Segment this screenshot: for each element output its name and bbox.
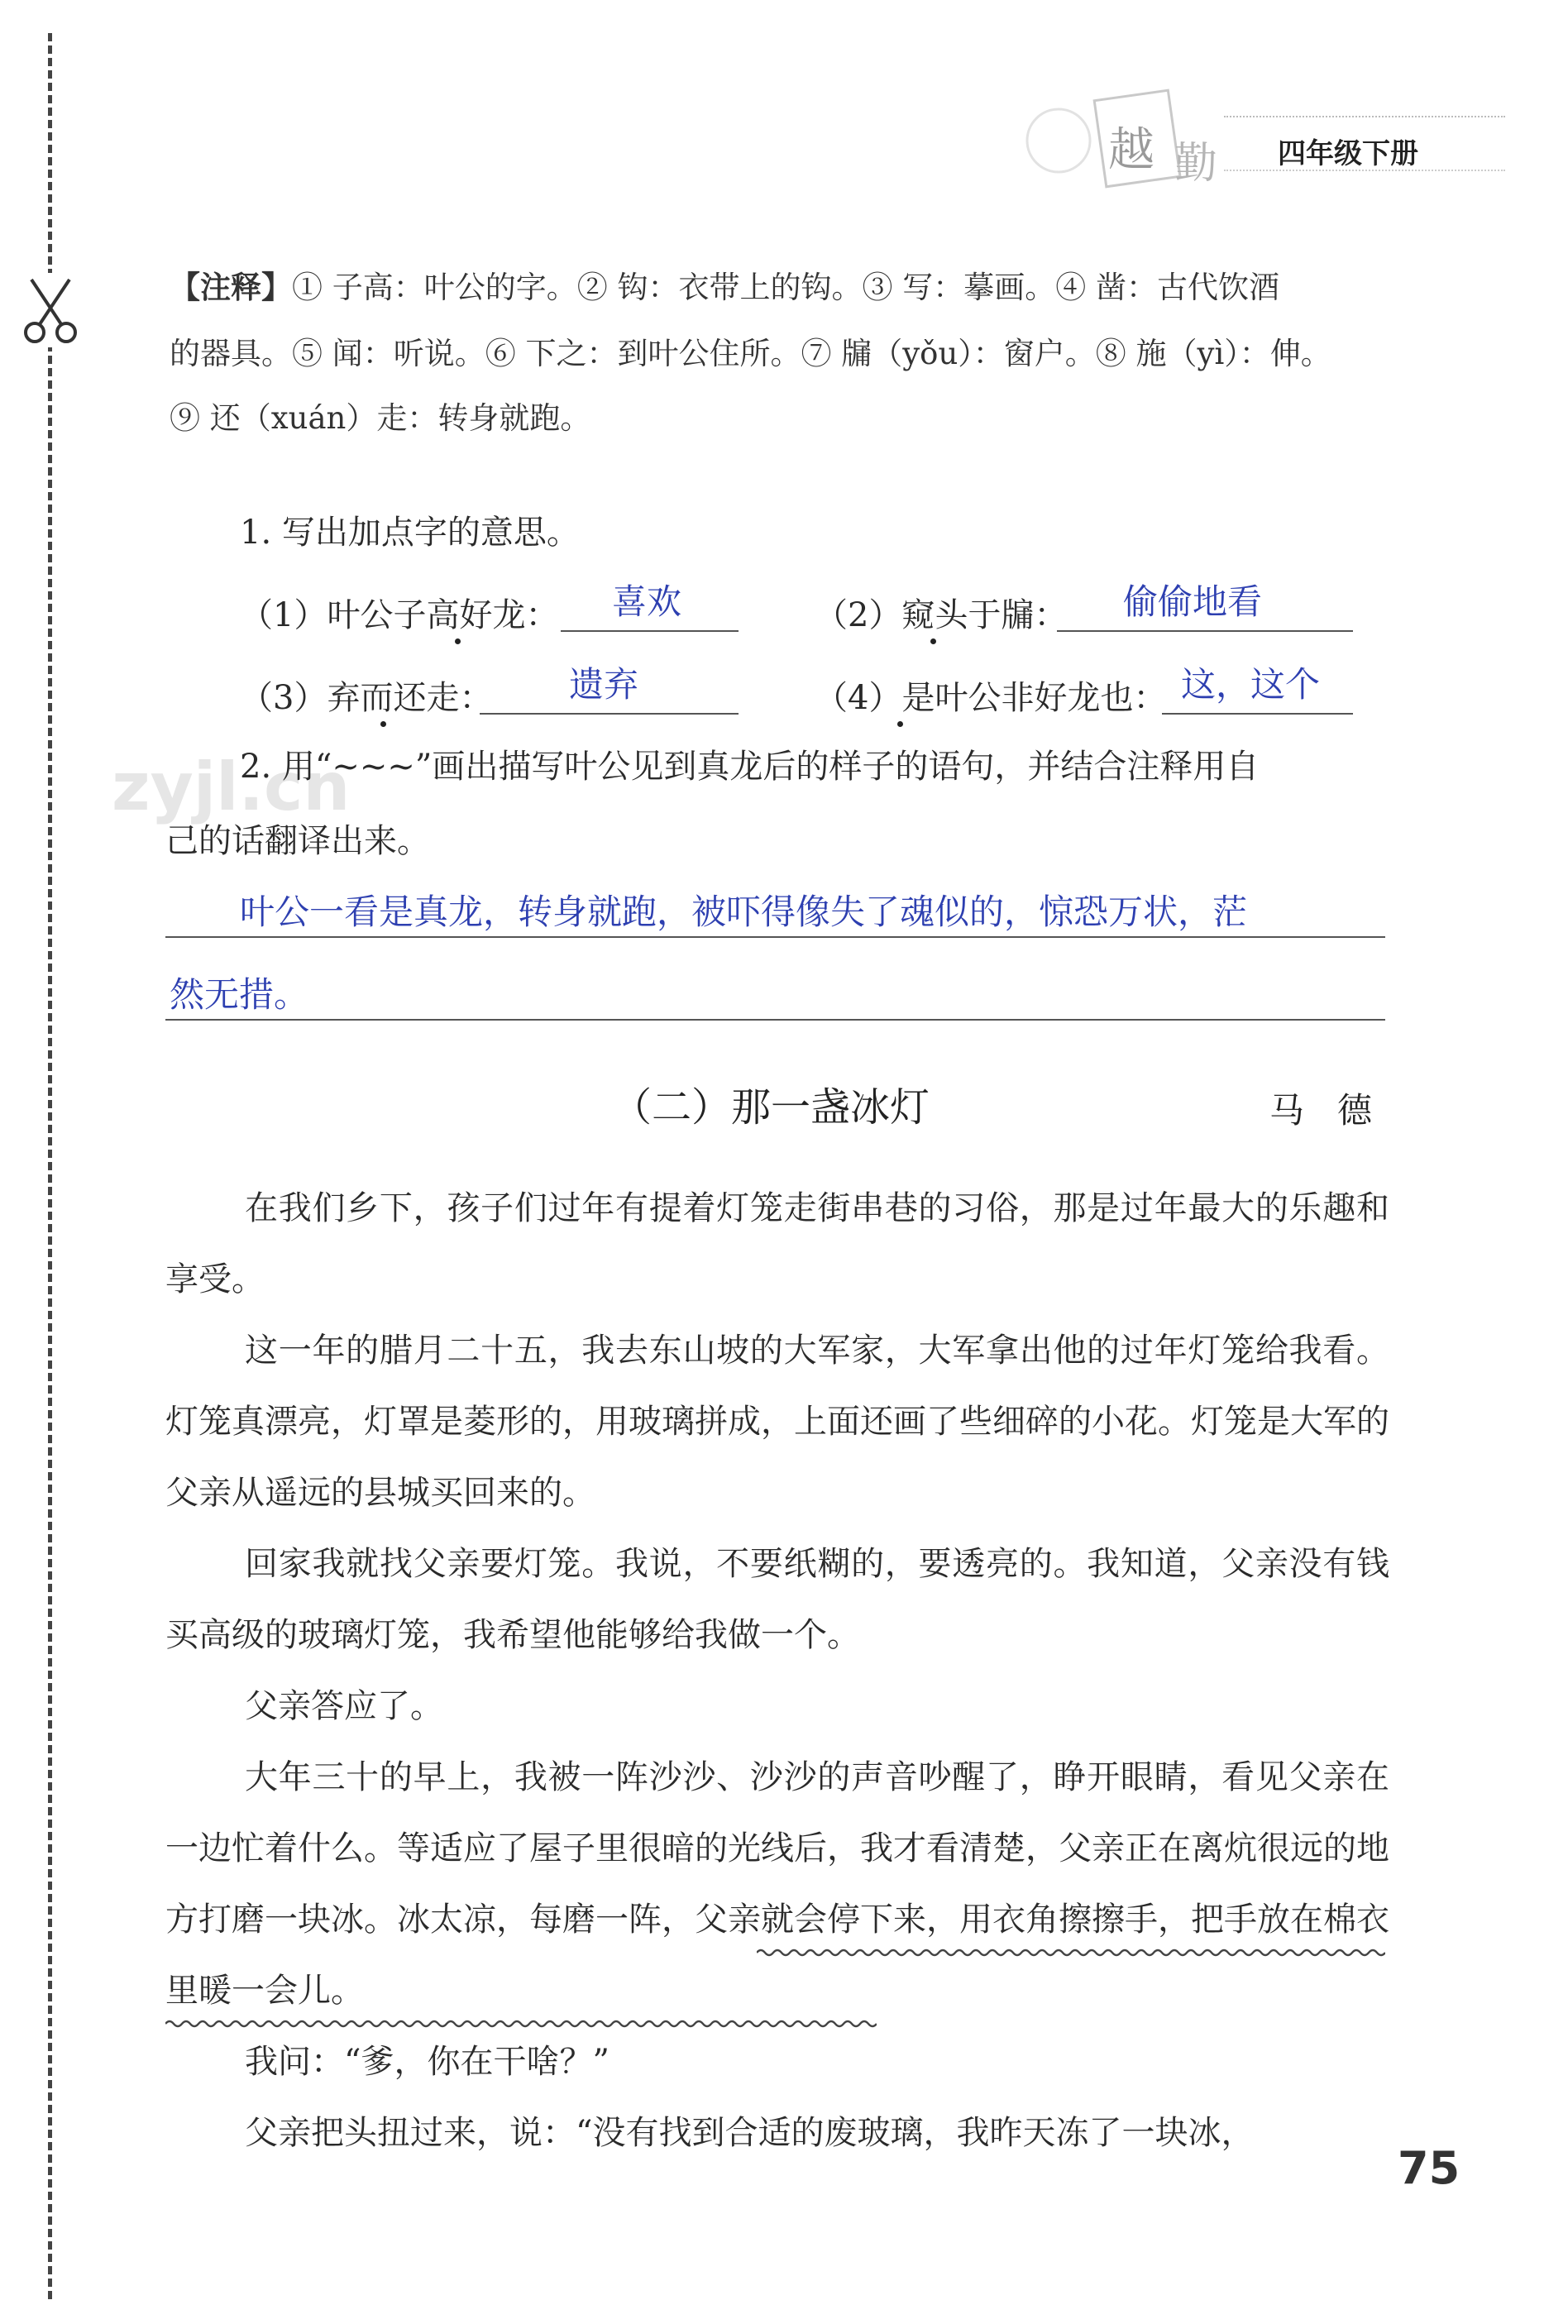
answer-blank-1-4 — [1162, 713, 1353, 715]
article-paragraph-5 — [165, 1742, 1389, 2026]
question-2-line-2: 己的话翻译出来。 — [165, 822, 430, 860]
answer-blank-1-3 — [480, 713, 739, 715]
emphasis-dot — [930, 638, 936, 644]
emphasis-dot — [897, 721, 903, 727]
page-number: 75 — [1398, 2142, 1460, 2194]
question-2-line-1: 2. 用“~~~”画出描写叶公见到真龙后的样子的语句，并结合注释用自 — [240, 748, 1260, 786]
grade-label: 四年级下册 — [1278, 137, 1418, 170]
wavy-underline-1 — [757, 1947, 1385, 1958]
answer-1-3: 遗弃 — [569, 664, 639, 705]
emphasis-dot — [455, 638, 461, 644]
emphasis-dot — [380, 721, 386, 727]
cut-line — [48, 33, 52, 2299]
notes-label: 【注释】 — [170, 270, 292, 305]
notes-line-2: 的器具。⑤ 闻：听说。⑥ 下之：到叶公住所。⑦ 牖（yǒu）：窗户。⑧ 施（yì）：伸。 — [170, 336, 1331, 371]
question-1-1: （1）叶公子高好龙： — [240, 596, 559, 634]
article-paragraph-6: 我问：“爹，你在干啥？” — [245, 2043, 610, 2081]
answer-2-line-2: 然无措。 — [170, 974, 309, 1015]
answer-2-rule-1 — [165, 936, 1385, 938]
answer-1-2: 偷偷地看 — [1123, 581, 1263, 622]
answer-1-1: 喜欢 — [612, 581, 682, 622]
answer-blank-1-1 — [561, 630, 739, 632]
answer-1-4: 这，这个 — [1181, 664, 1321, 705]
notes-text-1: ① 子高：叶公的字。② 钩：衣带上的钩。③ 写：摹画。④ 凿：古代饮酒 — [292, 270, 1280, 305]
article-paragraph-5-text: 大年三十的早上，我被一阵沙沙、沙沙的声音吵醒了，睁开眼睛，看见父亲在一边忙着什么。等适应了屋子里很暗的光线后，我才看清楚，父亲正在离炕很远的地方打磨一块冰。 — [165, 1758, 1389, 1939]
header-rule-top — [1224, 116, 1505, 117]
question-1-2: （2）窥头于牖： — [815, 596, 1068, 634]
question-1-title: 1. 写出加点字的意思。 — [240, 514, 580, 552]
article-paragraph-5-wavy-text: 冰太凉，每磨一阵，父亲就会停下来，用衣角擦擦手，把手放在棉衣里暖一会儿。 — [165, 1901, 1389, 2010]
svg-text:越: 越 — [1108, 123, 1154, 177]
question-1-3: （3）弃而还走： — [240, 679, 493, 717]
question-1-4: （4）是叶公非好龙也： — [815, 679, 1167, 717]
answer-blank-1-2 — [1057, 630, 1353, 632]
notes-line-1 — [170, 255, 1385, 321]
article-paragraph-4: 父亲答应了。 — [245, 1687, 443, 1725]
watermark: zyjl.cn — [112, 748, 351, 825]
notes-line-3: ⑨ 还（xuán）走：转身就跑。 — [170, 400, 591, 436]
article-title: （二）那一盏冰灯 — [612, 1084, 930, 1131]
answer-2-line-1: 叶公一看是真龙，转身就跑，被吓得像失了魂似的，惊恐万状，茫 — [240, 892, 1248, 932]
article-paragraph-7: 父亲把头扭过来，说：“没有找到合适的废玻璃，我昨天冻了一块冰， — [245, 2114, 1255, 2152]
answer-2-rule-2 — [165, 1019, 1385, 1021]
article-author: 马德 — [1269, 1090, 1406, 1131]
svg-text:勤: 勤 — [1174, 139, 1218, 189]
article-paragraph-3: 回家我就找父亲要灯笼。我说，不要纸糊的，要透亮的。我知道，父亲没有钱买高级的玻璃灯笼，我希望他能够给我做一个。 — [165, 1545, 1389, 1654]
article-paragraph-1: 在我们乡下，孩子们过年有提着灯笼走街串巷的习俗，那是过年最大的乐趣和享受。 — [165, 1189, 1389, 1298]
scissors-icon — [18, 273, 84, 347]
article-paragraph-2: 这一年的腊月二十五，我去东山坡的大军家，大军拿出他的过年灯笼给我看。灯笼真漂亮，灯罩是菱形的，用玻璃拼成，上面还画了些细碎的小花。灯笼是大军的父亲从遥远的县城买回来的。 — [165, 1332, 1389, 1512]
header-stamp-logo — [1009, 79, 1257, 203]
